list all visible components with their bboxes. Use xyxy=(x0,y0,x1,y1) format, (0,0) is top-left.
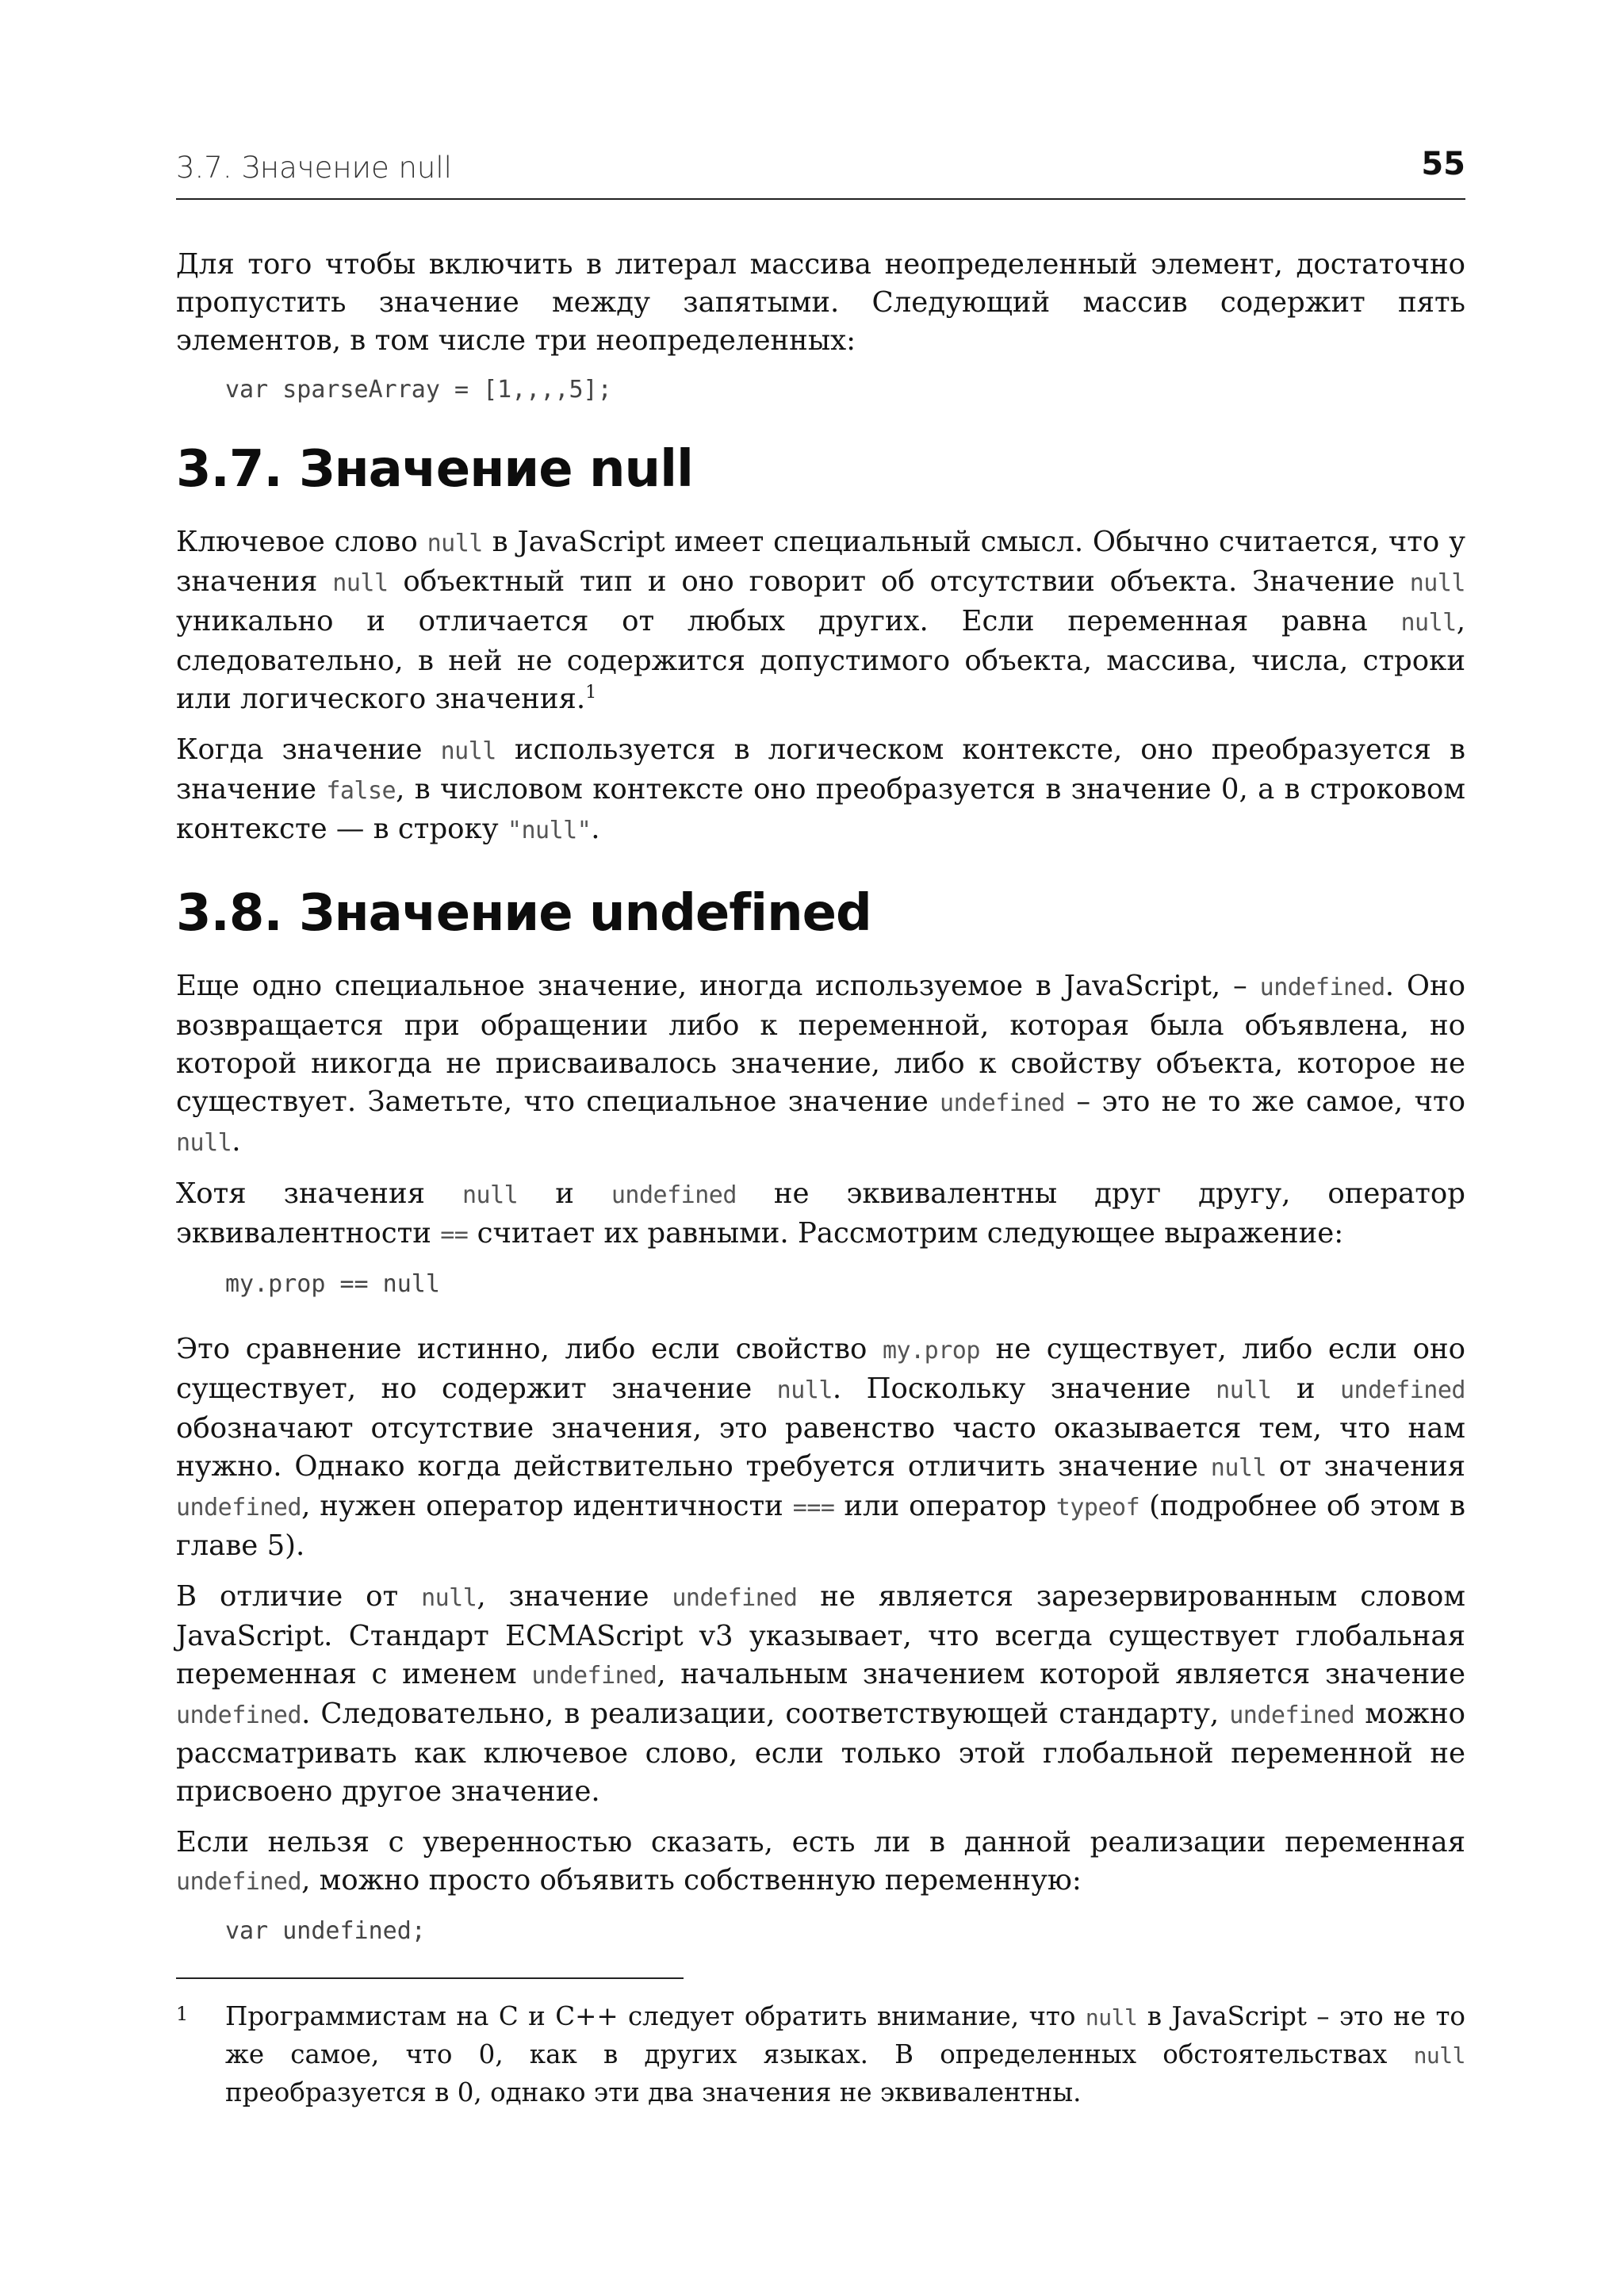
text-run: , значение xyxy=(477,1580,672,1613)
inline-code: null xyxy=(1409,569,1465,597)
inline-code: null xyxy=(1216,1376,1272,1404)
inline-code: null xyxy=(332,569,389,597)
undefined-paragraph-1 xyxy=(176,967,1465,1162)
inline-code: undefined xyxy=(1339,1376,1465,1404)
text-run: Еще одно специальное значение, иногда используемое в JavaScript, – xyxy=(176,970,1260,1002)
text-run: . Следовательно, в реализации, соответствующей стандарту, xyxy=(301,1698,1230,1730)
text-run: . xyxy=(232,1125,241,1158)
running-head xyxy=(176,146,1465,200)
inline-code: null xyxy=(776,1376,833,1404)
inline-code: undefined xyxy=(611,1181,737,1209)
text-run: (подробнее об этом в главе 5). xyxy=(176,1490,1465,1562)
text-run: уникально и отличается от любых других. Если переменная равна xyxy=(176,605,1401,637)
text-run: объектный тип и оно говорит об отсутствии объекта. Значение xyxy=(388,565,1410,598)
text-run: Программистам на C и C++ следует обратить внимание, что xyxy=(225,2001,1086,2031)
text-run: обозначают отсутствие значения, это равенство часто оказывается тем, что нам нужно. Однако когда действительно требуется отличить значение xyxy=(176,1412,1465,1483)
text-run: или оператор xyxy=(834,1490,1056,1522)
undefined-paragraph-3 xyxy=(176,1330,1465,1565)
text-run: используется в логическом контексте, оно преобразуется в значение xyxy=(176,733,1465,806)
inline-code: "null" xyxy=(507,817,592,844)
footnote-mark: 1 xyxy=(176,2003,189,2025)
inline-code: undefined xyxy=(1259,974,1385,1001)
undefined-paragraph-2 xyxy=(176,1175,1465,1254)
footnote-text xyxy=(225,1998,1465,2111)
text-run: от значения xyxy=(1266,1450,1466,1483)
inline-code: null xyxy=(1210,1454,1267,1482)
text-run: и xyxy=(518,1177,611,1210)
page-number: 55 xyxy=(1421,146,1465,182)
inline-code: null xyxy=(462,1181,519,1209)
inline-code: false xyxy=(326,777,396,805)
inline-code: null xyxy=(176,1129,232,1157)
text-run: не существует, либо если оно существует, но содержит значение xyxy=(176,1333,1465,1405)
inline-code: my.prop xyxy=(882,1337,980,1365)
inline-code: undefined xyxy=(176,1868,302,1896)
footnote-reference: 1 xyxy=(585,683,597,703)
text-run: Если нельзя с уверенностью сказать, есть ли в данной реализации переменная xyxy=(176,1826,1465,1859)
intro-paragraph: Для того чтобы включить в литерал массива неопределенный элемент, достаточно пропустить значение между запятыми. Следующий массив содержит пять элементов, в том числе три неопределенных: xyxy=(176,248,1465,357)
text-run: в JavaScript – это не то же самое, что 0, как в других языках. В определенных обстоятельствах xyxy=(225,2001,1465,2069)
text-run: , можно просто объявить собственную переменную: xyxy=(301,1864,1082,1897)
text-run: Хотя значения xyxy=(176,1177,462,1210)
inline-code: typeof xyxy=(1055,1494,1140,1522)
inline-code: null xyxy=(440,737,496,765)
code-sample-declare-undefined: var undefined; xyxy=(225,1917,426,1945)
code-sample-sparse-array: var sparseArray = [1,,,,5]; xyxy=(225,376,612,404)
text-run: в JavaScript имеет специальный смысл. Обычно считается, что у значения xyxy=(176,526,1466,598)
text-run: – это не то же самое, что xyxy=(1065,1085,1465,1118)
text-run: Это сравнение истинно, либо если свойство xyxy=(176,1333,883,1365)
inline-code: undefined xyxy=(531,1662,657,1690)
page-content xyxy=(176,246,1465,2111)
inline-code: undefined xyxy=(672,1584,798,1612)
text-run: , нужен оператор идентичности xyxy=(301,1490,793,1522)
undefined-paragraph-4 xyxy=(176,1578,1465,1811)
inline-code: undefined xyxy=(176,1702,302,1729)
text-run: преобразуется в 0, однако эти два значения не эквивалентны. xyxy=(225,2077,1082,2107)
inline-code: null xyxy=(421,1584,477,1612)
code-sample-comparison: my.prop == null xyxy=(225,1270,440,1298)
text-run: . Оно возвращается при обращении либо к переменной, которая была объявлена, но которой никогда не присваивалось значение, либо к свойству объекта, которое не существует. Заметьте, что специальное значение xyxy=(176,970,1465,1118)
inline-code: null xyxy=(1413,2042,1465,2069)
inline-code: === xyxy=(792,1494,835,1522)
text-run: . xyxy=(591,813,600,845)
text-run: можно рассматривать как ключевое слово, если только этой глобальной переменной не присвоено другое значение. xyxy=(176,1698,1465,1808)
section-heading-undefined: 3.8. Значение undefined xyxy=(176,884,871,943)
running-head-title: 3.7. Значение null xyxy=(176,151,452,185)
text-run: и xyxy=(1271,1372,1340,1405)
text-run: В отличие от xyxy=(176,1580,422,1613)
inline-code: null xyxy=(1085,2004,1138,2031)
book-page xyxy=(176,0,1465,2293)
text-run: не является зарезервированным словом JavaScript. Стандарт ECMAScript v3 указывает, что всегда существует глобальная переменная с именем xyxy=(176,1580,1465,1690)
inline-code: null xyxy=(1400,609,1457,637)
footnote-divider xyxy=(176,1977,684,1979)
text-run: не эквивалентны друг другу, оператор эквивалентности xyxy=(176,1177,1466,1250)
text-run: , начальным значением которой является значение xyxy=(657,1658,1465,1690)
inline-code: == xyxy=(440,1221,469,1249)
text-run: Ключевое слово xyxy=(176,526,427,558)
text-run: , следовательно, в ней не содержится допустимого объекта, массива, числа, строки или логического значения. xyxy=(176,605,1465,715)
null-paragraph-2 xyxy=(176,731,1465,850)
text-run: . Поскольку значение xyxy=(832,1372,1216,1405)
footnote xyxy=(176,1998,1465,2111)
section-heading-null: 3.7. Значение null xyxy=(176,440,693,499)
null-paragraph-1 xyxy=(176,523,1465,718)
undefined-paragraph-5 xyxy=(176,1824,1465,1901)
text-run: Когда значение xyxy=(176,733,441,766)
inline-code: undefined xyxy=(176,1494,302,1522)
inline-code: undefined xyxy=(940,1089,1066,1117)
inline-code: undefined xyxy=(1229,1702,1355,1729)
inline-code: null xyxy=(427,530,483,557)
text-run: , в числовом контексте оно преобразуется в значение 0, а в строковом контексте — в строку xyxy=(176,773,1465,845)
text-run: считает их равными. Рассмотрим следующее выражение: xyxy=(468,1217,1344,1250)
